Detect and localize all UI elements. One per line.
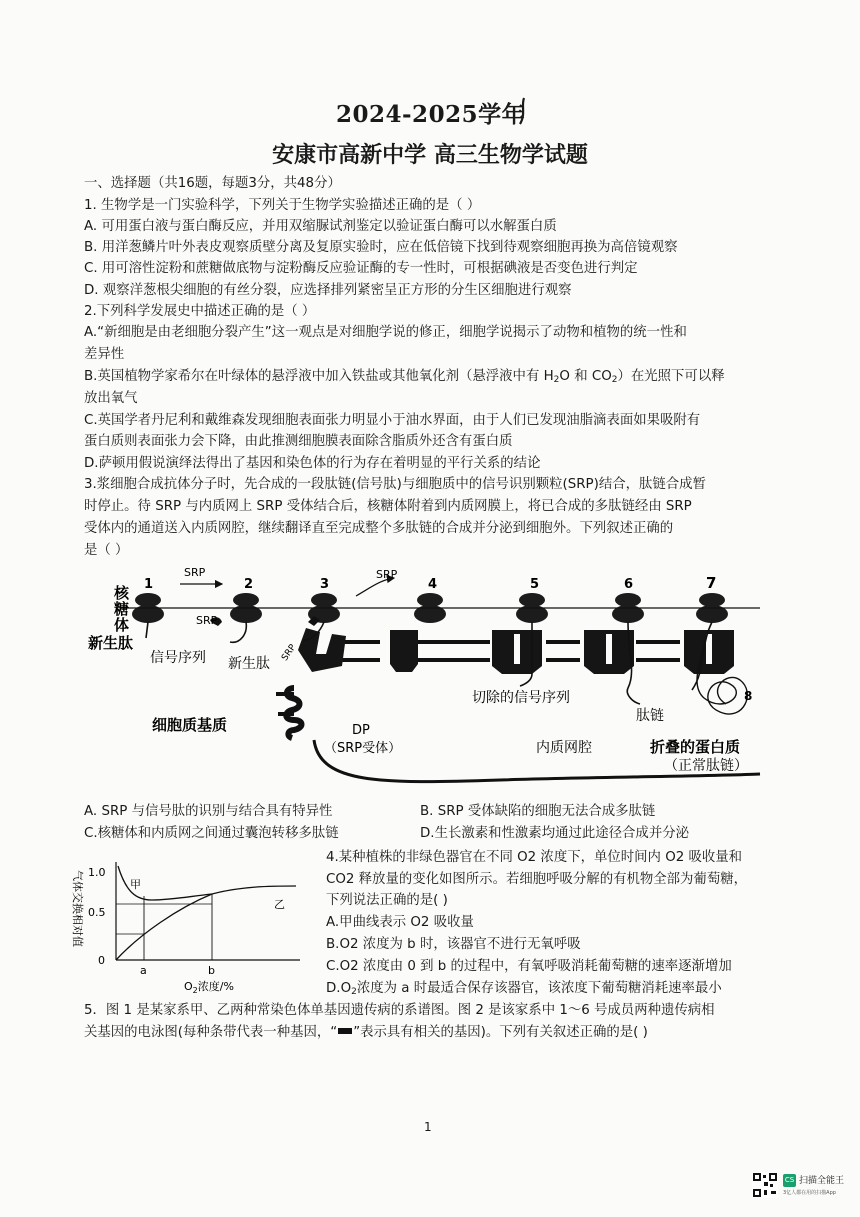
step-label: 5 [530, 577, 540, 592]
label-cut-signal: 切除的信号序列 [472, 690, 570, 706]
step-label: 2 [244, 577, 254, 592]
q4-d-text-1: D.O [326, 981, 352, 996]
srp-particles [210, 616, 320, 626]
q4-stem-line2: CO2 释放量的变化如图所示。若细胞呼吸分解的有机物全部为葡萄糖， [326, 872, 747, 887]
xlabel-rest: 浓度/% [197, 980, 234, 993]
x-tick: a [140, 964, 147, 977]
q5-stem-line1: 5．图 1 是某家系甲、乙两种常染色体单基因遗传病的系谱图。图 2 是该家系中 1～6 号成员两种遗传病相 [84, 1003, 715, 1018]
step-label: 6 [624, 577, 634, 592]
q3-option-b: B. SRP 受体缺陷的细胞无法合成多肽链 [420, 804, 656, 819]
q3-option-a: A. SRP 与信号肽的识别与结合具有特异性 [84, 804, 333, 819]
step-label: 8 [744, 689, 753, 703]
srp-pathway-figure [80, 562, 780, 794]
step-label: 7 [706, 574, 717, 592]
label-srp-receptor: （SRP受体） [324, 741, 402, 756]
series-jia-label: 甲 [130, 878, 141, 891]
step-label: 1 [144, 577, 154, 592]
label-ribosome-2: 糖 [114, 600, 130, 618]
label-srp-mid: SRP [196, 614, 218, 627]
x-tick: b [208, 964, 215, 977]
label-peptide: 肽链 [636, 708, 664, 724]
label-srp-bound: SRP [280, 642, 299, 663]
xlabel-o: O [184, 980, 193, 993]
q1-option-b: B. 用洋葱鳞片叶外表皮观察质壁分离及复原实验时，应在低倍镜下找到待观察细胞再换为高倍镜观察 [84, 240, 678, 255]
q2-b-sub-2: 2 [611, 375, 618, 385]
q2-b-text-3: ）在光照下可以释 [617, 369, 725, 384]
q1-option-c: C. 用可溶性淀粉和蔗糖做底物与淀粉酶反应验证酶的专一性时，可根据碘液是否变色进行判定 [84, 261, 638, 276]
q2-option-d: D.萨顿用假说演绎法得出了基因和染色体的行为存在着明显的平行关系的结论 [84, 456, 541, 471]
q4-stem-line1: 4.某种植株的非绿色器官在不同 O2 浓度下，单位时间内 O2 吸收量和 [326, 850, 743, 865]
q5-text-1: 关基因的电泳图(每种条带代表一种基因，“ [84, 1025, 338, 1040]
q4-option-a: A.甲曲线表示 O2 吸收量 [326, 915, 474, 930]
q3-stem-line2: 时停止。待 SRP 与内质网上 SRP 受体结合后，核糖体附着到内质网膜上，将已合成的多肽链经由 SRP [84, 499, 692, 514]
q3-option-d: D.生长激素和性激素均通过此途径合成并分泌 [420, 826, 689, 841]
band-symbol [338, 1028, 352, 1034]
section-heading: 一、选择题（共16题，每题3分，共48分） [84, 176, 341, 191]
q1-option-a: A. 可用蛋白液与蛋白酶反应，并用双缩脲试剂鉴定以验证蛋白酶可以水解蛋白质 [84, 219, 557, 234]
label-srp-top: SRP [184, 566, 206, 579]
series-yi-curve [116, 886, 296, 960]
q5-stem-line2 [84, 1023, 648, 1042]
q2-option-c-line2: 蛋白质则表面张力会下降，由此推测细胞膜表面除含脂质外还含有蛋白质 [84, 434, 513, 449]
q2-option-a-line2: 差异性 [84, 347, 125, 362]
q4-option-c: C.O2 浓度由 0 到 b 的过程中，有氧呼吸消耗葡萄糖的速率逐渐增加 [326, 959, 732, 974]
scanner-badge [750, 1170, 845, 1200]
y-tick: 0 [98, 954, 105, 967]
label-folded1: 折叠的蛋白质 [650, 738, 741, 756]
q3-stem-line3: 受体内的通道送入内质网腔，继续翻译直至完成整个多肽链的合成并分泌到细胞外。下列叙述正确的 [84, 521, 674, 536]
gas-exchange-chart [60, 856, 310, 996]
srp-receptor-dp [276, 688, 302, 738]
label-signal-seq: 信号序列 [150, 650, 206, 666]
xlabel-sub: 2 [192, 986, 198, 995]
series-yi-label: 乙 [274, 898, 285, 911]
q2-stem: 2.下列科学发展史中描述正确的是（ ） [84, 304, 316, 319]
q4-d-sub: 2 [351, 987, 357, 997]
y-tick: 1.0 [88, 866, 106, 879]
q4-option-d [326, 979, 722, 1002]
label-dp: DP [352, 723, 370, 738]
q2-option-c-line1: C.英国学者丹尼利和戴维森发现细胞表面张力明显小于油水界面，由于人们已发现油脂滴表面如果吸附有 [84, 413, 701, 428]
step-label: 3 [320, 577, 330, 592]
exam-title: 安康市高新中学 高三生物学试题 [272, 142, 588, 168]
q5-text-2: ”表示具有相关的基因)。下列有关叙述正确的是( ) [353, 1025, 648, 1040]
q2-option-b-line2: 放出氧气 [84, 391, 138, 406]
label-ribosome-3: 体 [114, 616, 130, 634]
step-label: 4 [428, 577, 438, 592]
q2-b-text-1: B.英国植物学家希尔在叶绿体的悬浮液中加入铁盐或其他氧化剂（悬浮液中有 H [84, 369, 554, 384]
label-er-lumen: 内质网腔 [536, 740, 592, 756]
cs-app-name: 扫描全能王 [799, 1176, 845, 1186]
qr-code-icon [752, 1172, 778, 1198]
q4-stem-line3: 下列说法正确的是( ) [326, 893, 448, 908]
cs-logo: CS [783, 1174, 796, 1187]
q2-b-sub-1: 2 [553, 375, 560, 385]
q2-option-a-line1: A.“新细胞是由老细胞分裂产生”这一观点是对细胞学说的修正，细胞学说揭示了动物和植物的统一性和 [84, 325, 687, 340]
q4-option-b: B.O2 浓度为 b 时，该器官不进行无氧呼吸 [326, 937, 581, 952]
page-number: 1 [424, 1120, 432, 1134]
chart-xlabel [184, 979, 234, 995]
label-srp-top2: SRP [376, 568, 398, 581]
q4-d-text-2: 浓度为 a 时最适合保存该器官，该浓度下葡萄糖消耗速率最小 [356, 981, 722, 996]
q1-option-d: D. 观察洋葱根尖细胞的有丝分裂，应选择排列紧密呈正方形的分生区细胞进行观察 [84, 283, 572, 298]
q3-stem-line1: 3.浆细胞合成抗体分子时，先合成的一段肽链(信号肽)与细胞质中的信号识别颗粒(SRP)结合，肽链合成暂 [84, 477, 706, 492]
label-ribosome-1: 核 [114, 584, 130, 602]
label-folded2: （正常肽链） [664, 758, 748, 774]
q3-stem-line4: 是（ ） [84, 543, 129, 558]
label-nascent2: 新生肽 [228, 656, 270, 672]
q3-option-c: C.核糖体和内质网之间通过囊泡转移多肽链 [84, 826, 339, 841]
exam-year: 2024-2025学年 [336, 101, 526, 128]
y-tick: 0.5 [88, 906, 106, 919]
q2-b-text-2: O 和 CO [559, 369, 612, 384]
q1-stem: 1. 生物学是一门实验科学，下列关于生物学实验描述正确的是（ ） [84, 198, 481, 213]
handwritten-mark [516, 96, 530, 126]
label-cytosol: 细胞质基质 [152, 716, 228, 734]
q2-option-b-line1 [84, 367, 725, 390]
cs-tagline: 3亿人都在用的扫描App [783, 1190, 836, 1196]
chart-ylabel: 气体交换相对值 [71, 870, 84, 947]
label-nascent: 新生肽 [88, 634, 134, 652]
